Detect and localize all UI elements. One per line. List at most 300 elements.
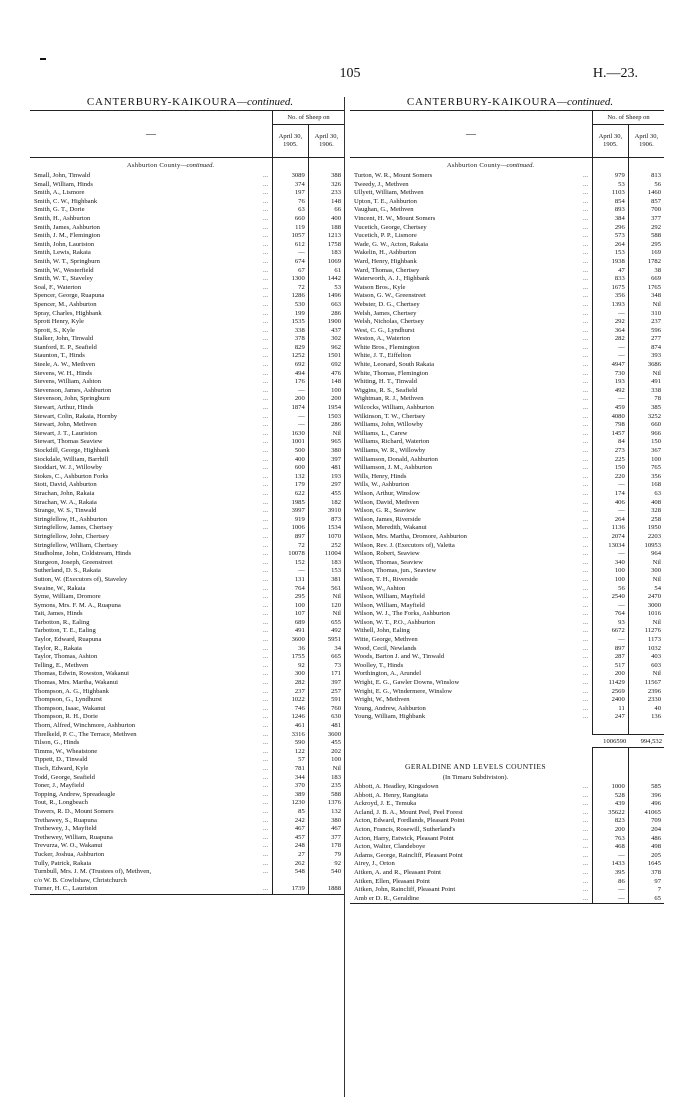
leader-dots: ...	[583, 636, 588, 644]
leader-dots: ...	[263, 807, 268, 815]
sheep-count-1906: 455	[308, 739, 344, 748]
sheep-count-1905: —	[593, 507, 629, 516]
leader-dots: ...	[263, 713, 268, 721]
sheep-count-1906: 97	[628, 878, 664, 887]
owner-name-text: Acland, J. B. A., Mount Peel, Peel Forest	[354, 808, 463, 816]
sheep-count-1906: 603	[628, 662, 664, 671]
sheep-count-1906: 65	[628, 895, 664, 904]
sheep-count-1906: 367	[628, 447, 664, 456]
leader-dots: ...	[583, 455, 588, 463]
leader-dots: ...	[263, 249, 268, 257]
table-row	[350, 318, 664, 327]
leader-dots: ...	[583, 653, 588, 661]
owner-name-text: Acton, Harry, Estwick, Pleasant Point	[354, 834, 454, 842]
sheep-count-1905: 468	[593, 843, 629, 852]
owner-name-text: Travers, R. D., Mount Somers	[34, 807, 114, 815]
owner-name-text: Tilson, G., Hinds	[34, 739, 80, 747]
owner-name-text: Stringfellow, John, Chertsey	[34, 532, 110, 540]
right-column	[350, 94, 664, 904]
owner-name	[30, 206, 273, 215]
owner-name-text: Watson, G. W., Greenstreet	[354, 292, 426, 300]
leader-dots: ...	[263, 696, 268, 704]
owner-name	[30, 352, 273, 361]
owner-name	[30, 868, 273, 877]
table-row	[30, 490, 344, 499]
leader-dots: ...	[583, 223, 588, 231]
leader-dots: ...	[263, 868, 268, 876]
sheep-count-1905: 573	[593, 232, 629, 241]
sheep-count-1906: 66	[308, 206, 344, 215]
sheep-count-1906: 966	[628, 430, 664, 439]
leader-dots: ...	[263, 653, 268, 661]
sheep-count-1905: —	[593, 886, 629, 895]
owner-name	[30, 713, 273, 722]
sheep-count-1905: 1246	[273, 713, 309, 722]
owner-name	[30, 370, 273, 379]
sheep-count-1906: 397	[308, 456, 344, 465]
sheep-count-1905: 1755	[273, 653, 309, 662]
table-row	[350, 869, 664, 878]
sheep-count-1905: 1675	[593, 284, 629, 293]
owner-name-text: Threlkeld, P. C., The Terrace, Methven	[34, 730, 137, 738]
table-row	[30, 370, 344, 379]
owner-name-text: Smith, John, Lauriston	[34, 240, 95, 248]
leader-dots: ...	[263, 172, 268, 179]
owner-name-text: Wright, W., Methven	[354, 696, 410, 704]
table-row	[30, 189, 344, 198]
sheep-count-1905: 612	[273, 241, 309, 250]
owner-name-text: Spencer, M., Ashburton	[34, 300, 97, 308]
owner-name-text: Woolley, T., Hinds	[354, 661, 404, 669]
owner-name	[30, 249, 273, 258]
owner-name	[350, 507, 593, 516]
leader-dots: ...	[583, 197, 588, 205]
sheep-count-1906: 120	[308, 602, 344, 611]
owner-name	[350, 456, 593, 465]
owner-name-text: Wilson, Mrs. Martha, Dromore, Ashburton	[354, 532, 467, 540]
sheep-count-1905: 296	[593, 224, 629, 233]
sheep-count-1906: 1954	[308, 404, 344, 413]
sheep-count-1906: 235	[308, 782, 344, 791]
sheep-count-1906: 709	[628, 817, 664, 826]
sheep-count-1905: 1286	[273, 292, 309, 301]
table-row	[350, 275, 664, 284]
sheep-count-1905: 674	[273, 258, 309, 267]
owner-name-text: Airey, J., Orton	[354, 860, 395, 868]
sheep-count-1906: 964	[628, 550, 664, 559]
header-dash: —	[30, 111, 273, 158]
owner-name-text: Syme, William, Dromore	[34, 593, 101, 601]
owner-name	[350, 284, 593, 293]
owner-name	[350, 378, 593, 387]
sheep-count-1906: 1376	[308, 799, 344, 808]
table-row	[350, 344, 664, 353]
table-row	[350, 713, 664, 722]
sheep-count-1905: 500	[273, 447, 309, 456]
leader-dots: ...	[583, 429, 588, 437]
sheep-count-1906: 1070	[308, 533, 344, 542]
leader-dots: ...	[583, 172, 588, 179]
leader-dots: ...	[583, 524, 588, 532]
leader-dots: ...	[263, 464, 268, 472]
owner-name	[30, 860, 273, 869]
sheep-count-1905: 57	[273, 756, 309, 765]
section-title-row	[350, 760, 664, 772]
owner-name	[350, 499, 593, 508]
leader-dots: ...	[263, 730, 268, 738]
owner-name	[30, 456, 273, 465]
sheep-count-1906: 169	[628, 249, 664, 258]
table-row	[30, 542, 344, 551]
table-row	[350, 826, 664, 835]
table-row	[30, 688, 344, 697]
table-bottom-rule	[30, 894, 344, 895]
owner-name	[30, 481, 273, 490]
sheep-count-1906: 11276	[628, 627, 664, 636]
sheep-count-1905: 86	[593, 878, 629, 887]
section-subtitle-row	[350, 772, 664, 783]
sheep-count-1905: 199	[273, 310, 309, 319]
owner-name-text: Aitken, A. and R., Pleasant Point	[354, 868, 441, 876]
owner-name-text: Taylor, Edward, Ruapuna	[34, 636, 102, 644]
owner-name-text: Wilson, William, Mayfield	[354, 601, 425, 609]
header-dash: —	[350, 111, 593, 158]
owner-name	[30, 524, 273, 533]
table-row	[30, 774, 344, 783]
empty-cell	[593, 748, 629, 761]
leader-dots: ...	[263, 782, 268, 790]
owner-name	[350, 395, 593, 404]
owner-name-text: Tucker, Joshua, Ashburton	[34, 850, 105, 858]
owner-name	[30, 705, 273, 714]
owner-name	[350, 413, 593, 422]
table-row	[30, 860, 344, 869]
sheep-count-1906: 277	[628, 335, 664, 344]
sheep-count-1905: 72	[273, 542, 309, 551]
table-row	[350, 610, 664, 619]
sheep-count-1906: 380	[308, 817, 344, 826]
leader-dots: ...	[583, 800, 588, 808]
table-row	[30, 249, 344, 258]
table-row	[350, 438, 664, 447]
sheep-count-1905: 459	[593, 404, 629, 413]
total-1905: 1006590	[593, 735, 629, 748]
sheep-count-1905: 590	[273, 739, 309, 748]
table-row	[30, 825, 344, 834]
owner-name	[30, 275, 273, 284]
sheep-count-1905: 1057	[273, 232, 309, 241]
leader-dots: ...	[583, 808, 588, 816]
owner-name	[350, 705, 593, 714]
sheep-count-1906: 233	[308, 189, 344, 198]
leader-dots: ...	[583, 318, 588, 326]
owner-name	[30, 215, 273, 224]
table-row	[350, 421, 664, 430]
empty-cell	[593, 760, 629, 772]
section-name: Ashburton County	[446, 161, 501, 169]
owner-name	[30, 756, 273, 765]
table-row	[350, 189, 664, 198]
sheep-count-1905: —	[273, 421, 309, 430]
owner-name	[30, 636, 273, 645]
sheep-count-1905: 131	[273, 576, 309, 585]
owner-name-text: Wilson, Rev. J. (Executors of), Valetta	[354, 541, 455, 549]
table-row	[350, 860, 664, 869]
owner-name	[350, 550, 593, 559]
owner-name-text: Stevens, W. H., Hinds	[34, 369, 93, 377]
owner-name-text: Wilson, T. H., Riverside	[354, 575, 418, 583]
leader-dots: ...	[263, 232, 268, 240]
sheep-count-1905: 1001	[273, 438, 309, 447]
sheep-count-1905: 100	[593, 567, 629, 576]
owner-name	[350, 215, 593, 224]
owner-name-text: Wilson, W. T., P.O., Ashburton	[354, 618, 436, 626]
owner-name	[350, 181, 593, 190]
owner-name-text: Wright, E. G., Gawler Downs, Winslow	[354, 679, 460, 687]
owner-name-text: Wood, Cecil, Newlands	[354, 644, 417, 652]
table-row	[30, 284, 344, 293]
owner-name	[350, 370, 593, 379]
sheep-count-1906: 1501	[308, 352, 344, 361]
table-row	[30, 232, 344, 241]
table-row	[350, 809, 664, 818]
sheep-count-1905: 384	[593, 215, 629, 224]
owner-name-text: Ward, Henry, Highbank	[354, 257, 417, 265]
leader-dots: ...	[583, 515, 588, 523]
sheep-count-1905: 248	[273, 842, 309, 851]
leader-dots: ...	[263, 292, 268, 300]
table-row	[350, 645, 664, 654]
leader-dots: ...	[583, 300, 588, 308]
sheep-count-1906: 1765	[628, 284, 664, 293]
leader-dots: ...	[583, 834, 588, 842]
leader-dots: ...	[263, 395, 268, 403]
sheep-count-1906: 962	[308, 344, 344, 353]
leader-dots: ...	[583, 447, 588, 454]
owner-name-text: West, C. G., Lyndhurst	[354, 326, 415, 334]
sheep-count-1905: 273	[593, 447, 629, 456]
owner-name	[30, 559, 273, 568]
owner-name	[30, 627, 273, 636]
owner-name	[30, 533, 273, 542]
sheep-count-1905: 242	[273, 817, 309, 826]
sheep-count-1906: 295	[628, 241, 664, 250]
sheep-count-1905: 979	[593, 172, 629, 181]
table-row	[30, 387, 344, 396]
sheep-count-1905: 1630	[273, 430, 309, 439]
sheep-count-1906: 760	[308, 705, 344, 714]
table-row	[350, 172, 664, 181]
leader-dots: ...	[263, 558, 268, 566]
owner-name-text: Smith, W., Westerfield	[34, 266, 94, 274]
owner-name-text: White, Thomas, Flemington	[354, 369, 429, 377]
owner-name	[350, 713, 593, 722]
leader-dots: ...	[583, 257, 588, 265]
table-row	[30, 756, 344, 765]
table-row	[350, 800, 664, 809]
leader-dots: ...	[263, 799, 268, 807]
table-row	[30, 782, 344, 791]
sheep-count-1905: —	[273, 567, 309, 576]
leader-dots: ...	[263, 661, 268, 669]
sheep-count-1905: 220	[593, 473, 629, 482]
owner-name	[30, 464, 273, 473]
owner-name	[30, 395, 273, 404]
sheep-count-1906: 2330	[628, 696, 664, 705]
sheep-count-1906: 53	[308, 284, 344, 293]
header-group-label: No. of Sheep on	[273, 111, 345, 125]
sheep-count-1905: —	[593, 352, 629, 361]
owner-name-text: Wills, Henry, Hinds	[354, 472, 407, 480]
sheep-count-1905: 287	[593, 653, 629, 662]
sheep-count-1905: 763	[593, 835, 629, 844]
leader-dots: ...	[583, 275, 588, 283]
sheep-count-1906: 310	[628, 310, 664, 319]
header-date-1905: April 30, 1905.	[593, 125, 629, 158]
owner-name-text: Waterworth, A. J., Highbank	[354, 275, 430, 283]
owner-name-text: White, J. T., Eiffelton	[354, 352, 411, 360]
leader-dots: ...	[583, 644, 588, 652]
leader-dots: ...	[263, 679, 268, 687]
sheep-count-1906: 1069	[308, 258, 344, 267]
sheep-count-1905: —	[273, 387, 309, 396]
owner-name	[350, 335, 593, 344]
owner-name-text: Vaughan, G., Methven	[354, 206, 414, 214]
leader-dots: ...	[583, 292, 588, 300]
sheep-count-1905: 282	[593, 335, 629, 344]
table-row	[350, 232, 664, 241]
owner-name-text: Ullyett, William, Methven	[354, 189, 424, 197]
table-row	[30, 559, 344, 568]
table-row	[350, 301, 664, 310]
sheep-count-1906: 11567	[628, 679, 664, 688]
owner-name-text: Steele, A. W., Methven	[34, 361, 95, 369]
sheep-count-1905: 10078	[273, 550, 309, 559]
sheep-count-1905: 457	[273, 834, 309, 843]
table-row	[350, 662, 664, 671]
sheep-count-1906: 588	[308, 791, 344, 800]
owner-name	[30, 258, 273, 267]
owner-name-text: Wilson, Robert, Seaview	[354, 550, 420, 558]
sheep-count-1906: 200	[308, 395, 344, 404]
table-row	[30, 352, 344, 361]
table-row	[350, 576, 664, 585]
owner-name-text: Tait, James, Hinds	[34, 610, 83, 618]
owner-name-text: Smith, A., Lismore	[34, 189, 85, 197]
table-row	[30, 567, 344, 576]
table-row	[350, 404, 664, 413]
sheep-count-1905: 854	[593, 198, 629, 207]
owner-name	[30, 421, 273, 430]
sheep-count-1906: Nil	[628, 301, 664, 310]
owner-name	[30, 877, 273, 886]
table-row	[350, 593, 664, 602]
sheep-count-1905: 4947	[593, 361, 629, 370]
sheep-count-1905: 67	[273, 267, 309, 276]
sheep-count-1906: Nil	[628, 576, 664, 585]
leader-dots: ...	[583, 266, 588, 274]
owner-name	[350, 318, 593, 327]
table-row	[350, 696, 664, 705]
leader-dots: ...	[263, 515, 268, 523]
owner-name	[350, 447, 593, 456]
leader-dots: ...	[583, 868, 588, 876]
sheep-count-1905: 247	[593, 713, 629, 722]
left-sheep-table	[30, 110, 344, 895]
sheep-count-1905: 798	[593, 421, 629, 430]
section-title: GERALDINE AND LEVELS COUNTIES	[405, 761, 546, 771]
leader-dots: ...	[583, 249, 588, 257]
table-row	[30, 258, 344, 267]
table-row	[350, 670, 664, 679]
section-heading	[30, 158, 273, 173]
leader-dots: ...	[263, 644, 268, 652]
owner-name	[350, 826, 593, 835]
owner-name-text: Stewart, Arthur, Hinds	[34, 404, 94, 412]
leader-dots: ...	[583, 472, 588, 480]
leader-dots: ...	[263, 472, 268, 480]
owner-name-text: Wilcocks, William, Ashburton	[354, 404, 434, 412]
leader-dots: ...	[263, 412, 268, 420]
sheep-count-1906: 100	[628, 456, 664, 465]
sheep-count-1905: 264	[593, 241, 629, 250]
sheep-count-1905: —	[593, 602, 629, 611]
table-row	[30, 739, 344, 748]
leader-dots: ...	[583, 438, 588, 446]
section-continued: —continued.	[500, 161, 535, 169]
owner-name	[30, 542, 273, 551]
owner-name-text: Worthington, A., Arundel	[354, 670, 422, 678]
sheep-count-1906: 1534	[308, 524, 344, 533]
sheep-count-1905: 122	[273, 748, 309, 757]
owner-name	[350, 189, 593, 198]
table-row	[30, 791, 344, 800]
sheep-count-1906: 5951	[308, 636, 344, 645]
owner-name	[30, 473, 273, 482]
table-row	[350, 310, 664, 319]
sheep-count-1906: 393	[628, 352, 664, 361]
owner-name-text: Tarbotton, R., Ealing	[34, 618, 90, 626]
owner-name-text: Stewart, John, Methven	[34, 421, 97, 429]
owner-name	[30, 378, 273, 387]
table-row	[350, 688, 664, 697]
leader-dots: ...	[583, 783, 588, 790]
leader-dots: ...	[263, 318, 268, 326]
leader-dots: ...	[263, 309, 268, 317]
sheep-count-1905: 3089	[273, 172, 309, 181]
leader-dots: ...	[583, 627, 588, 635]
table-row	[350, 792, 664, 801]
table-row	[30, 447, 344, 456]
sheep-count-1906: 491	[628, 378, 664, 387]
table-row	[30, 456, 344, 465]
sheep-count-1906: 356	[628, 473, 664, 482]
owner-name	[30, 224, 273, 233]
sheep-count-1905: 100	[593, 576, 629, 585]
owner-name-text: Trethewey, J., Mayfield	[34, 825, 97, 833]
sheep-count-1906: 100	[308, 387, 344, 396]
sheep-count-1905: 395	[593, 869, 629, 878]
leader-dots: ...	[583, 886, 588, 894]
sheep-count-1906: 596	[628, 327, 664, 336]
owner-name	[30, 181, 273, 190]
owner-name	[30, 284, 273, 293]
sheep-count-1905: 13034	[593, 542, 629, 551]
owner-name	[350, 679, 593, 688]
sheep-count-1905: 174	[593, 490, 629, 499]
sheep-count-1906: 286	[308, 310, 344, 319]
owner-name-text: Wilson, Meredith, Wakanui	[354, 524, 427, 532]
